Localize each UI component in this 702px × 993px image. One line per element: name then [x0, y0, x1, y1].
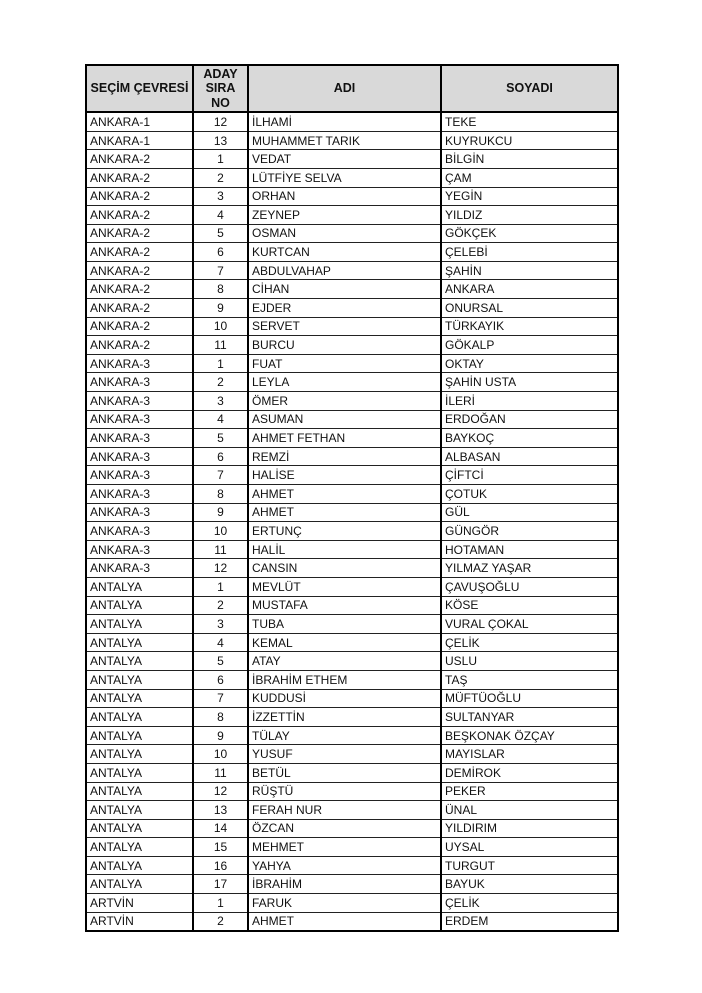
table-row [86, 131, 618, 150]
cell-order-no: 14 [193, 819, 248, 838]
cell-order-no: 16 [193, 856, 248, 875]
cell-first-name: MUHAMMET TARIK [248, 131, 441, 150]
cell-first-name: KEMAL [248, 633, 441, 652]
cell-first-name: AHMET FETHAN [248, 429, 441, 448]
table-row [86, 875, 618, 894]
cell-surname: BAYUK [441, 875, 618, 894]
cell-first-name: BETÜL [248, 763, 441, 782]
cell-order-no: 3 [193, 187, 248, 206]
cell-first-name: REMZİ [248, 447, 441, 466]
cell-first-name: TÜLAY [248, 726, 441, 745]
cell-first-name: TUBA [248, 615, 441, 634]
cell-district: ANKARA-3 [86, 559, 193, 578]
cell-order-no: 2 [193, 912, 248, 931]
table-row [86, 559, 618, 578]
cell-order-no: 2 [193, 596, 248, 615]
cell-order-no: 11 [193, 763, 248, 782]
table-row [86, 577, 618, 596]
cell-order-no: 3 [193, 392, 248, 411]
cell-district: ANKARA-2 [86, 336, 193, 355]
cell-surname: VURAL ÇOKAL [441, 615, 618, 634]
cell-order-no: 5 [193, 429, 248, 448]
cell-surname: DEMİROK [441, 763, 618, 782]
header-cell-order-no: ADAY SIRA NO [193, 65, 248, 112]
cell-first-name: ÖZCAN [248, 819, 441, 838]
cell-surname: ERDOĞAN [441, 410, 618, 429]
cell-order-no: 8 [193, 280, 248, 299]
table-row [86, 540, 618, 559]
cell-order-no: 12 [193, 112, 248, 131]
cell-surname: PEKER [441, 782, 618, 801]
table-row [86, 354, 618, 373]
cell-first-name: İBRAHİM ETHEM [248, 670, 441, 689]
cell-district: ANKARA-3 [86, 373, 193, 392]
table-row [86, 187, 618, 206]
cell-district: ANTALYA [86, 689, 193, 708]
cell-district: ANKARA-3 [86, 392, 193, 411]
cell-first-name: BURCU [248, 336, 441, 355]
table-row [86, 206, 618, 225]
cell-district: ARTVİN [86, 894, 193, 913]
cell-order-no: 10 [193, 317, 248, 336]
cell-surname: TURGUT [441, 856, 618, 875]
cell-district: ANKARA-2 [86, 280, 193, 299]
cell-district: ANKARA-3 [86, 447, 193, 466]
cell-district: ANKARA-1 [86, 131, 193, 150]
table-row [86, 410, 618, 429]
cell-first-name: MEHMET [248, 838, 441, 857]
cell-first-name: KUDDUSİ [248, 689, 441, 708]
cell-first-name: SERVET [248, 317, 441, 336]
cell-surname: İLERİ [441, 392, 618, 411]
cell-district: ANTALYA [86, 782, 193, 801]
cell-surname: ÇELİK [441, 894, 618, 913]
cell-first-name: AHMET [248, 485, 441, 504]
cell-first-name: KURTCAN [248, 243, 441, 262]
cell-first-name: İBRAHİM [248, 875, 441, 894]
cell-surname: TEKE [441, 112, 618, 131]
cell-order-no: 4 [193, 410, 248, 429]
cell-first-name: ERTUNÇ [248, 522, 441, 541]
cell-district: ANKARA-2 [86, 261, 193, 280]
cell-order-no: 11 [193, 540, 248, 559]
cell-order-no: 5 [193, 652, 248, 671]
cell-first-name: CANSIN [248, 559, 441, 578]
cell-district: ANTALYA [86, 801, 193, 820]
table-row [86, 112, 618, 131]
table-row [86, 243, 618, 262]
cell-order-no: 13 [193, 131, 248, 150]
cell-first-name: İLHAMİ [248, 112, 441, 131]
table-row [86, 894, 618, 913]
cell-order-no: 2 [193, 168, 248, 187]
cell-surname: OKTAY [441, 354, 618, 373]
cell-order-no: 10 [193, 522, 248, 541]
table-row [86, 485, 618, 504]
cell-order-no: 1 [193, 354, 248, 373]
cell-surname: BEŞKONAK ÖZÇAY [441, 726, 618, 745]
cell-first-name: EJDER [248, 299, 441, 318]
cell-district: ANTALYA [86, 596, 193, 615]
table-row [86, 689, 618, 708]
cell-first-name: HALİSE [248, 466, 441, 485]
cell-district: ANTALYA [86, 633, 193, 652]
cell-district: ANTALYA [86, 819, 193, 838]
cell-order-no: 12 [193, 559, 248, 578]
cell-surname: GÖKÇEK [441, 224, 618, 243]
cell-district: ANTALYA [86, 708, 193, 727]
header-cell-surname: SOYADI [441, 65, 618, 112]
cell-surname: KÖSE [441, 596, 618, 615]
table-row [86, 168, 618, 187]
table-row [86, 745, 618, 764]
header-cell-first-name: ADI [248, 65, 441, 112]
cell-surname: HOTAMAN [441, 540, 618, 559]
cell-first-name: ATAY [248, 652, 441, 671]
cell-district: ANKARA-3 [86, 540, 193, 559]
cell-district: ANKARA-3 [86, 503, 193, 522]
table-row [86, 224, 618, 243]
cell-order-no: 4 [193, 633, 248, 652]
cell-district: ARTVİN [86, 912, 193, 931]
cell-first-name: ÖMER [248, 392, 441, 411]
cell-order-no: 17 [193, 875, 248, 894]
cell-district: ANKARA-2 [86, 224, 193, 243]
cell-district: ANKARA-2 [86, 187, 193, 206]
cell-district: ANKARA-3 [86, 354, 193, 373]
table-row [86, 150, 618, 169]
cell-order-no: 9 [193, 503, 248, 522]
cell-district: ANTALYA [86, 726, 193, 745]
header-row [86, 65, 618, 112]
cell-surname: GÜNGÖR [441, 522, 618, 541]
cell-surname: ANKARA [441, 280, 618, 299]
cell-first-name: AHMET [248, 912, 441, 931]
cell-district: ANTALYA [86, 615, 193, 634]
cell-district: ANKARA-3 [86, 466, 193, 485]
cell-surname: YILMAZ YAŞAR [441, 559, 618, 578]
cell-order-no: 1 [193, 150, 248, 169]
cell-first-name: ASUMAN [248, 410, 441, 429]
cell-surname: UYSAL [441, 838, 618, 857]
cell-order-no: 2 [193, 373, 248, 392]
table-row [86, 447, 618, 466]
cell-order-no: 15 [193, 838, 248, 857]
cell-surname: TÜRKAYIK [441, 317, 618, 336]
cell-first-name: YAHYA [248, 856, 441, 875]
cell-first-name: RÜŞTÜ [248, 782, 441, 801]
table-row [86, 708, 618, 727]
cell-surname: MÜFTÜOĞLU [441, 689, 618, 708]
cell-order-no: 12 [193, 782, 248, 801]
cell-surname: ONURSAL [441, 299, 618, 318]
table-row [86, 299, 618, 318]
cell-surname: YEGİN [441, 187, 618, 206]
cell-order-no: 7 [193, 261, 248, 280]
cell-first-name: OSMAN [248, 224, 441, 243]
cell-first-name: FERAH NUR [248, 801, 441, 820]
cell-first-name: FUAT [248, 354, 441, 373]
cell-surname: YILDIRIM [441, 819, 618, 838]
cell-surname: USLU [441, 652, 618, 671]
cell-order-no: 11 [193, 336, 248, 355]
cell-district: ANKARA-2 [86, 243, 193, 262]
cell-surname: ERDEM [441, 912, 618, 931]
table-row [86, 819, 618, 838]
cell-first-name: ORHAN [248, 187, 441, 206]
cell-surname: ÇAM [441, 168, 618, 187]
table-row [86, 670, 618, 689]
cell-first-name: MEVLÜT [248, 577, 441, 596]
cell-district: ANTALYA [86, 875, 193, 894]
cell-surname: ŞAHİN [441, 261, 618, 280]
table-header [86, 65, 618, 112]
cell-district: ANTALYA [86, 577, 193, 596]
table-row [86, 801, 618, 820]
cell-first-name: MUSTAFA [248, 596, 441, 615]
cell-district: ANTALYA [86, 856, 193, 875]
cell-district: ANKARA-2 [86, 317, 193, 336]
table-row [86, 317, 618, 336]
cell-district: ANKARA-3 [86, 410, 193, 429]
cell-surname: TAŞ [441, 670, 618, 689]
cell-order-no: 1 [193, 894, 248, 913]
cell-order-no: 7 [193, 689, 248, 708]
cell-surname: ÇOTUK [441, 485, 618, 504]
cell-surname: ÇELİK [441, 633, 618, 652]
cell-order-no: 8 [193, 485, 248, 504]
cell-district: ANTALYA [86, 838, 193, 857]
cell-order-no: 4 [193, 206, 248, 225]
cell-surname: GÜL [441, 503, 618, 522]
cell-order-no: 3 [193, 615, 248, 634]
cell-first-name: LÜTFİYE SELVA [248, 168, 441, 187]
cell-order-no: 9 [193, 726, 248, 745]
cell-first-name: CİHAN [248, 280, 441, 299]
cell-surname: ALBASAN [441, 447, 618, 466]
cell-order-no: 6 [193, 447, 248, 466]
cell-order-no: 9 [193, 299, 248, 318]
table-row [86, 429, 618, 448]
cell-district: ANKARA-3 [86, 522, 193, 541]
table-row [86, 373, 618, 392]
cell-order-no: 6 [193, 670, 248, 689]
table-row [86, 280, 618, 299]
cell-district: ANTALYA [86, 763, 193, 782]
cell-surname: BAYKOÇ [441, 429, 618, 448]
table-row [86, 856, 618, 875]
table-row [86, 522, 618, 541]
cell-order-no: 6 [193, 243, 248, 262]
cell-first-name: FARUK [248, 894, 441, 913]
cell-surname: MAYISLAR [441, 745, 618, 764]
table-row [86, 392, 618, 411]
table-row [86, 782, 618, 801]
cell-surname: YILDIZ [441, 206, 618, 225]
cell-surname: SULTANYAR [441, 708, 618, 727]
cell-first-name: İZZETTİN [248, 708, 441, 727]
cell-surname: KUYRUKCU [441, 131, 618, 150]
table-row [86, 912, 618, 931]
table-row [86, 596, 618, 615]
table-row [86, 838, 618, 857]
cell-order-no: 10 [193, 745, 248, 764]
cell-order-no: 13 [193, 801, 248, 820]
cell-district: ANTALYA [86, 652, 193, 671]
table-row [86, 261, 618, 280]
header-cell-district: SEÇİM ÇEVRESİ [86, 65, 193, 112]
candidates-table [85, 64, 619, 932]
table-row [86, 466, 618, 485]
cell-district: ANKARA-2 [86, 206, 193, 225]
cell-district: ANKARA-2 [86, 299, 193, 318]
table-row [86, 633, 618, 652]
cell-surname: GÖKALP [441, 336, 618, 355]
cell-surname: ŞAHİN USTA [441, 373, 618, 392]
cell-surname: BİLGİN [441, 150, 618, 169]
cell-surname: ÜNAL [441, 801, 618, 820]
table-body [86, 112, 618, 931]
cell-order-no: 1 [193, 577, 248, 596]
cell-first-name: VEDAT [248, 150, 441, 169]
cell-district: ANKARA-1 [86, 112, 193, 131]
cell-surname: ÇİFTCİ [441, 466, 618, 485]
cell-district: ANKARA-2 [86, 168, 193, 187]
cell-district: ANKARA-3 [86, 485, 193, 504]
cell-first-name: YUSUF [248, 745, 441, 764]
table-row [86, 763, 618, 782]
table-row [86, 726, 618, 745]
cell-order-no: 5 [193, 224, 248, 243]
cell-first-name: AHMET [248, 503, 441, 522]
cell-first-name: ABDULVAHAP [248, 261, 441, 280]
cell-district: ANTALYA [86, 745, 193, 764]
table-row [86, 652, 618, 671]
cell-order-no: 7 [193, 466, 248, 485]
cell-first-name: LEYLA [248, 373, 441, 392]
table-row [86, 503, 618, 522]
cell-surname: ÇAVUŞOĞLU [441, 577, 618, 596]
cell-first-name: HALİL [248, 540, 441, 559]
cell-surname: ÇELEBİ [441, 243, 618, 262]
cell-district: ANKARA-3 [86, 429, 193, 448]
table-row [86, 615, 618, 634]
cell-order-no: 8 [193, 708, 248, 727]
cell-district: ANTALYA [86, 670, 193, 689]
cell-district: ANKARA-2 [86, 150, 193, 169]
table-row [86, 336, 618, 355]
cell-first-name: ZEYNEP [248, 206, 441, 225]
